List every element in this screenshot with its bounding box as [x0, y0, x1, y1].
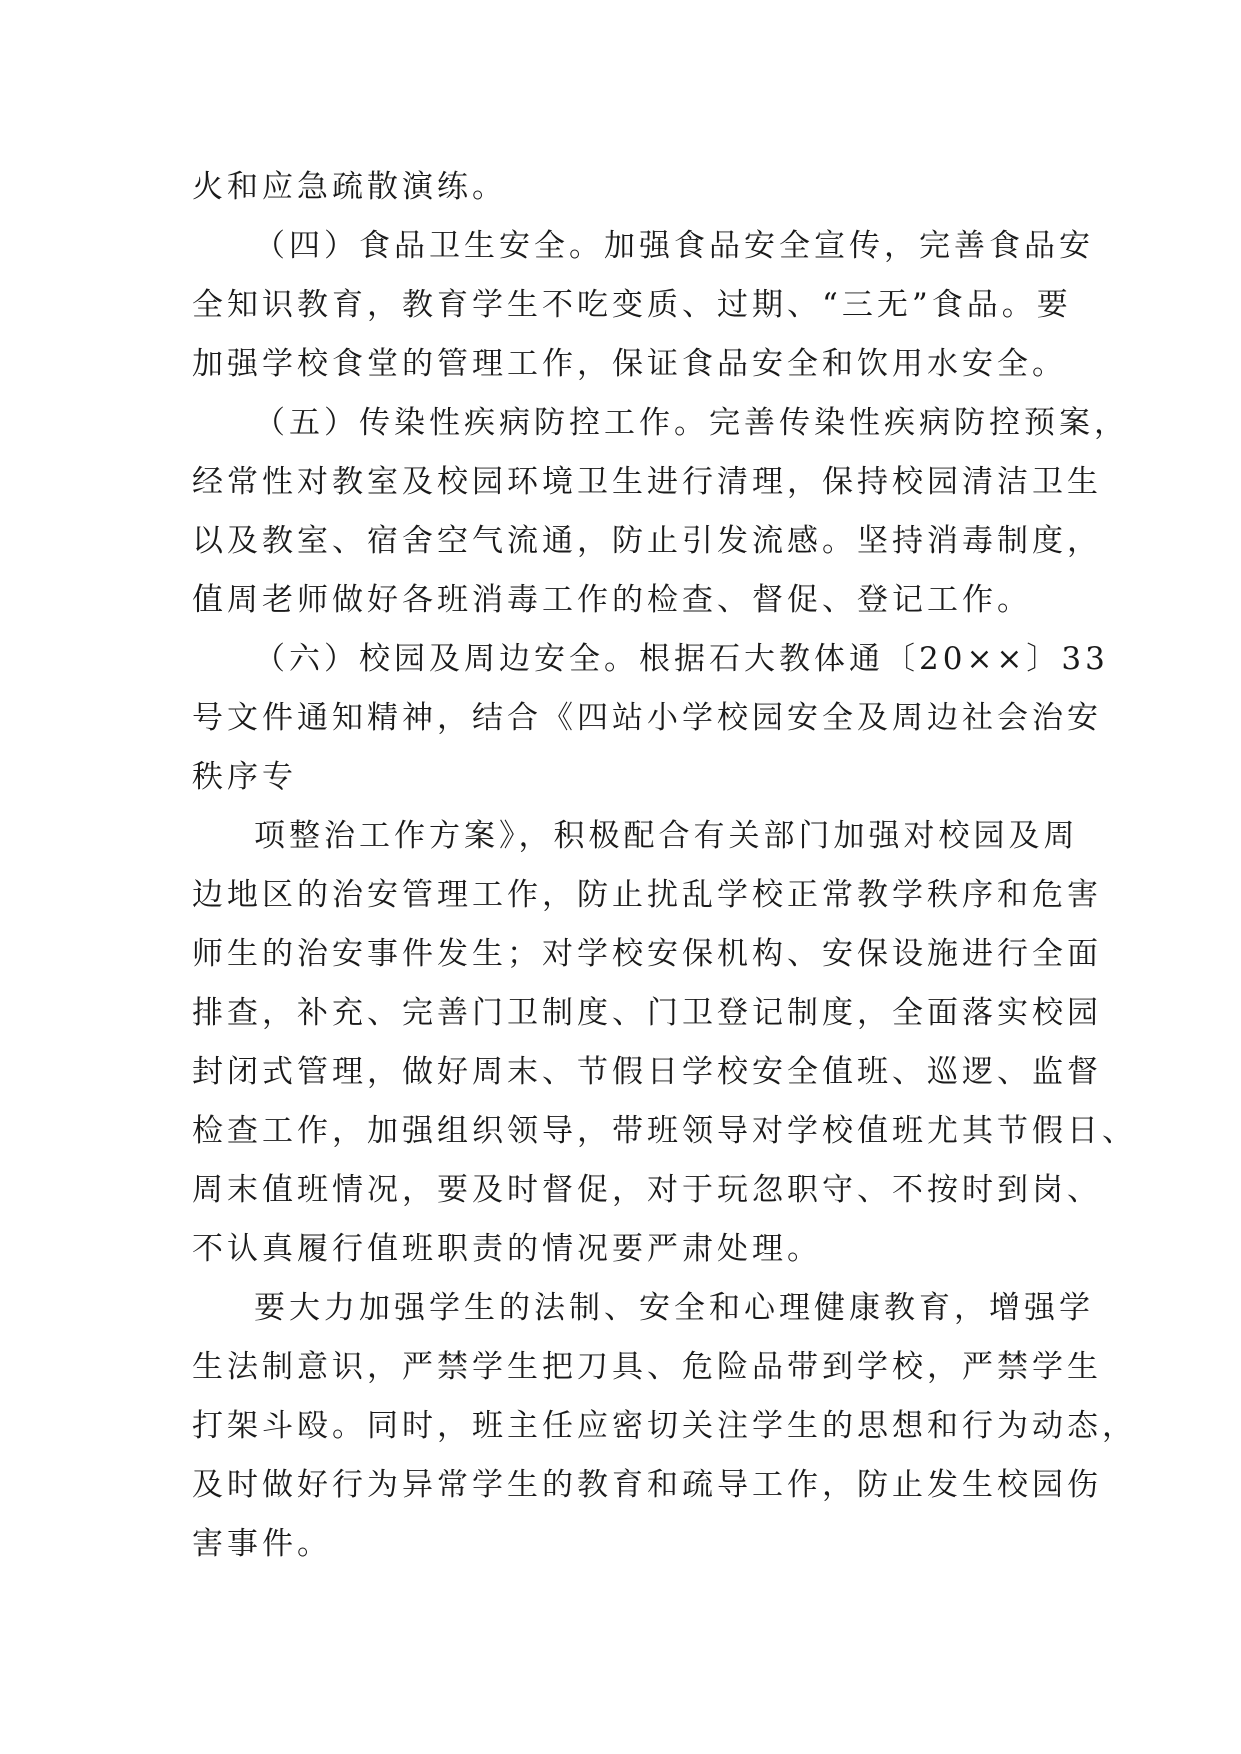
text-line: 排查，补充、完善门卫制度、门卫登记制度，全面落实校园 — [192, 995, 1102, 1031]
text-line: 经常性对教室及校园环境卫生进行清理，保持校园清洁卫生 — [192, 464, 1102, 500]
text-line: （五）传染性疾病防控工作。完善传染性疾病防控预案， — [254, 405, 1129, 441]
text-line: 值周老师做好各班消毒工作的检查、督促、登记工作。 — [192, 582, 1032, 618]
text-line: 秩序专 — [192, 759, 297, 795]
text-line: （四）食品卫生安全。加强食品安全宣传，完善食品安 — [254, 228, 1094, 264]
text-line: 项整治工作方案》，积极配合有关部门加强对校园及周 — [254, 818, 1079, 854]
text-line: 全知识教育，教育学生不吃变质、过期、“三无”食品。要 — [192, 287, 1072, 323]
text-line: 及时做好行为异常学生的教育和疏导工作，防止发生校园伤 — [192, 1467, 1102, 1503]
text-line: 火和应急疏散演练。 — [192, 169, 507, 205]
text-line: 边地区的治安管理工作，防止扰乱学校正常教学秩序和危害 — [192, 877, 1102, 913]
text-line: 封闭式管理，做好周末、节假日学校安全值班、巡逻、监督 — [192, 1054, 1102, 1090]
text-line: 要大力加强学生的法制、安全和心理健康教育，增强学 — [254, 1290, 1094, 1326]
text-line: 加强学校食堂的管理工作，保证食品安全和饮用水安全。 — [192, 346, 1067, 382]
text-line: 害事件。 — [192, 1526, 332, 1562]
text-line: （六）校园及周边安全。根据石大教体通〔20××〕33 — [254, 641, 1109, 677]
text-line: 生法制意识，严禁学生把刀具、危险品带到学校，严禁学生 — [192, 1349, 1102, 1385]
text-line: 周末值班情况，要及时督促，对于玩忽职守、不按时到岗、 — [192, 1172, 1102, 1208]
text-line: 不认真履行值班职责的情况要严肃处理。 — [192, 1231, 822, 1267]
text-line: 号文件通知精神，结合《四站小学校园安全及周边社会治安 — [192, 700, 1102, 736]
text-line: 以及教室、宿舍空气流通，防止引发流感。坚持消毒制度， — [192, 523, 1102, 559]
text-line: 检查工作，加强组织领导，带班领导对学校值班尤其节假日、 — [192, 1113, 1137, 1149]
text-line: 打架斗殴。同时，班主任应密切关注学生的思想和行为动态， — [192, 1408, 1137, 1444]
text-line: 师生的治安事件发生；对学校安保机构、安保设施进行全面 — [192, 936, 1102, 972]
document-body — [192, 158, 1137, 1574]
